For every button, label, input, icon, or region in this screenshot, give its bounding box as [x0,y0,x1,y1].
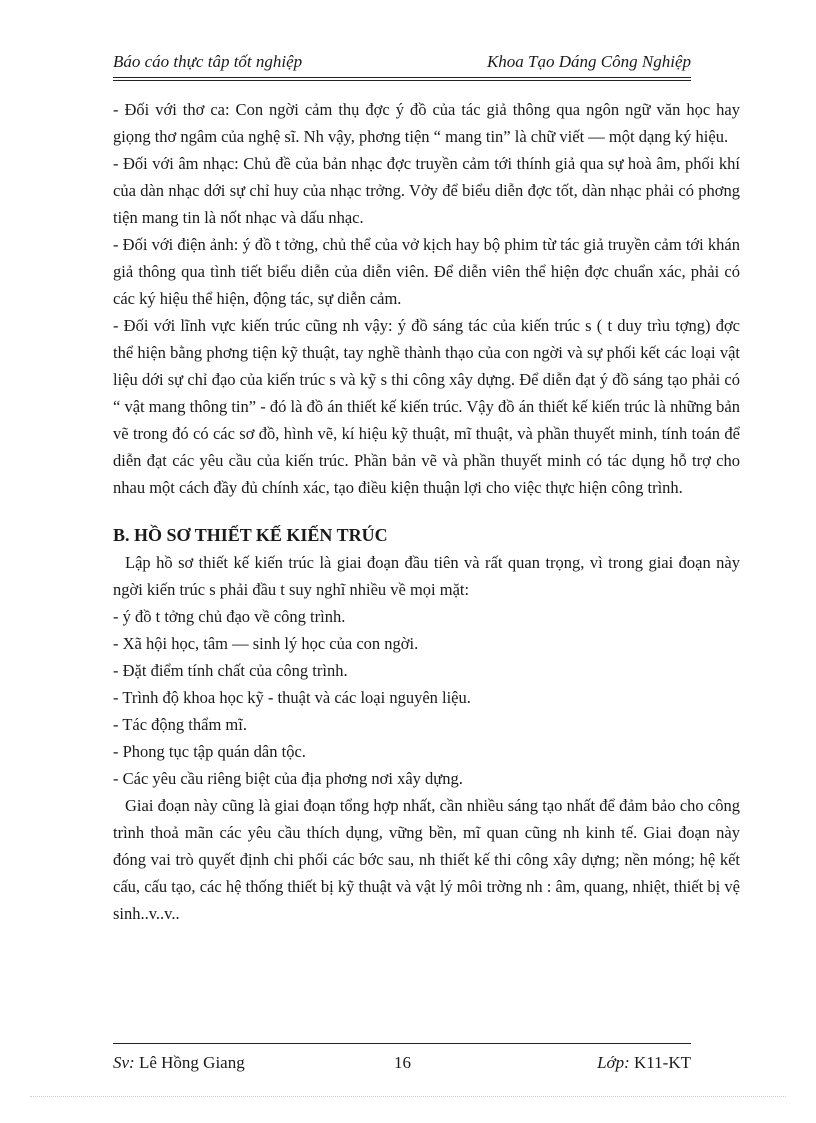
paragraph-film: - Đối với điện ảnh: ý đồ t tởng, chủ thể của vở kịch hay bộ phim từ tác giả truyền cảm tới khán giả thông qua tình tiết biểu diễn của diễn viên. Để diễn viên thể hiện đợc chuẩn xác, phải có các ký hiệu thể hiện, động tác, sự diễn cảm. [113,235,740,308]
list-item: - ý đồ t tởng chủ đạo về công trình. [113,607,346,626]
closing-paragraph: Giai đoạn này cũng là giai đoạn tổng hợp nhất, cần nhiều sáng tạo nhất để đảm bảo cho công trình thoả mãn các yêu cầu thích dụng, vững bền, mĩ quan cũng nh kinh tế. Giai đoạn này đóng vai trò quyết định chi phối các bớc sau, nh thiết kế thi công xây dựng; nền móng; hệ kết cấu, cấu tạo, các hệ thống thiết bị kỹ thuật và vật lý môi trờng nh : âm, quang, nhiệt, thiết bị vệ sinh..v..v.. [113,796,740,923]
footer-student [113,1053,245,1073]
page-number: 16 [394,1053,411,1072]
list-item: - Trình độ khoa học kỹ - thuật và các loại nguyên liệu. [113,688,471,707]
footer-class [597,1053,691,1073]
page-header [113,50,691,80]
footer-student-name: Lê Hồng Giang [138,1053,245,1072]
page-edge-divider [30,1096,786,1097]
header-rule [113,80,691,81]
section-heading: B. HỒ SƠ THIẾT KẾ KIẾN TRÚC [113,525,388,545]
footer-class-value: K11-KT [634,1053,691,1072]
header-rule-thin [113,77,691,78]
page-body [113,96,740,927]
list-item: - Phong tục tập quán dân tộc. [113,742,306,761]
paragraph-architecture: - Đối với lĩnh vực kiến trúc cũng nh vậy: ý đồ sáng tác của kiến trúc s ( t duy trìu tợng) đợc thể hiện bằng phơng tiện kỹ thuật, tay nghề thành thạo của con ngời và sự phối kết các loại vật liệu dới sự chỉ đạo của kiến trúc s và kỹ s thi công xây dựng. Để diễn đạt ý đồ sáng tạo phải có “ vật mang thông tin” - đó là đồ án thiết kế kiến trúc. Vậy đồ án thiết kế kiến trúc là những bản vẽ trong đó có các sơ đồ, hình vẽ, kí hiệu kỹ thuật, mĩ thuật, và phần thuyết minh, tính toán để diễn đạt các yêu cầu của kiến trúc. Phần bản vẽ và phần thuyết minh có tác dụng hỗ trợ cho nhau một cách đầy đủ chính xác, tạo điều kiện thuận lợi cho việc thực hiện công trình. [113,316,740,497]
footer-student-label: Sv: [113,1053,135,1072]
list-item: - Các yêu cầu riêng biệt của địa phơng nơi xây dựng. [113,769,463,788]
section-gap [113,501,740,522]
footer-class-label: Lớp: [597,1053,630,1072]
header-faculty: Khoa Tạo Dáng Công Nghiệp [486,52,691,71]
header-report-title: Báo cáo thực tâp tốt nghiệp [113,52,303,71]
list-item: - Xã hội học, tâm — sinh lý học của con ngời. [113,634,419,653]
list-item: - Đặt điểm tính chất của công trình. [113,661,348,680]
paragraph-music: - Đối với âm nhạc: Chủ đề của bản nhạc đợc truyền cảm tới thính giả qua sự hoà âm, phối khí của dàn nhạc dới sự chỉ huy của nhạc trởng. Vởy để biểu diễn đợc tốt, dàn nhạc phải có phơng tiện mang tin là nốt nhạc và dấu nhạc. [113,154,740,227]
paragraph-poetry: - Đối với thơ ca: Con ngời cảm thụ đợc ý đồ của tác giả thông qua ngôn ngữ văn học hay giọng thơ ngâm của nghệ sĩ. Nh vậy, phơng tiện “ mang tin” là chữ viết — một dạng ký hiệu. [113,100,740,146]
list-item: - Tác động thẩm mĩ. [113,715,247,734]
footer-rule [113,1043,691,1044]
section-intro: Lập hồ sơ thiết kế kiến trúc là giai đoạn đầu tiên và rất quan trọng, vì trong giai đoạn này ngời kiến trúc s phải đầu t suy nghĩ nhiều về mọi mặt: [113,553,740,599]
page-footer [113,1053,691,1079]
